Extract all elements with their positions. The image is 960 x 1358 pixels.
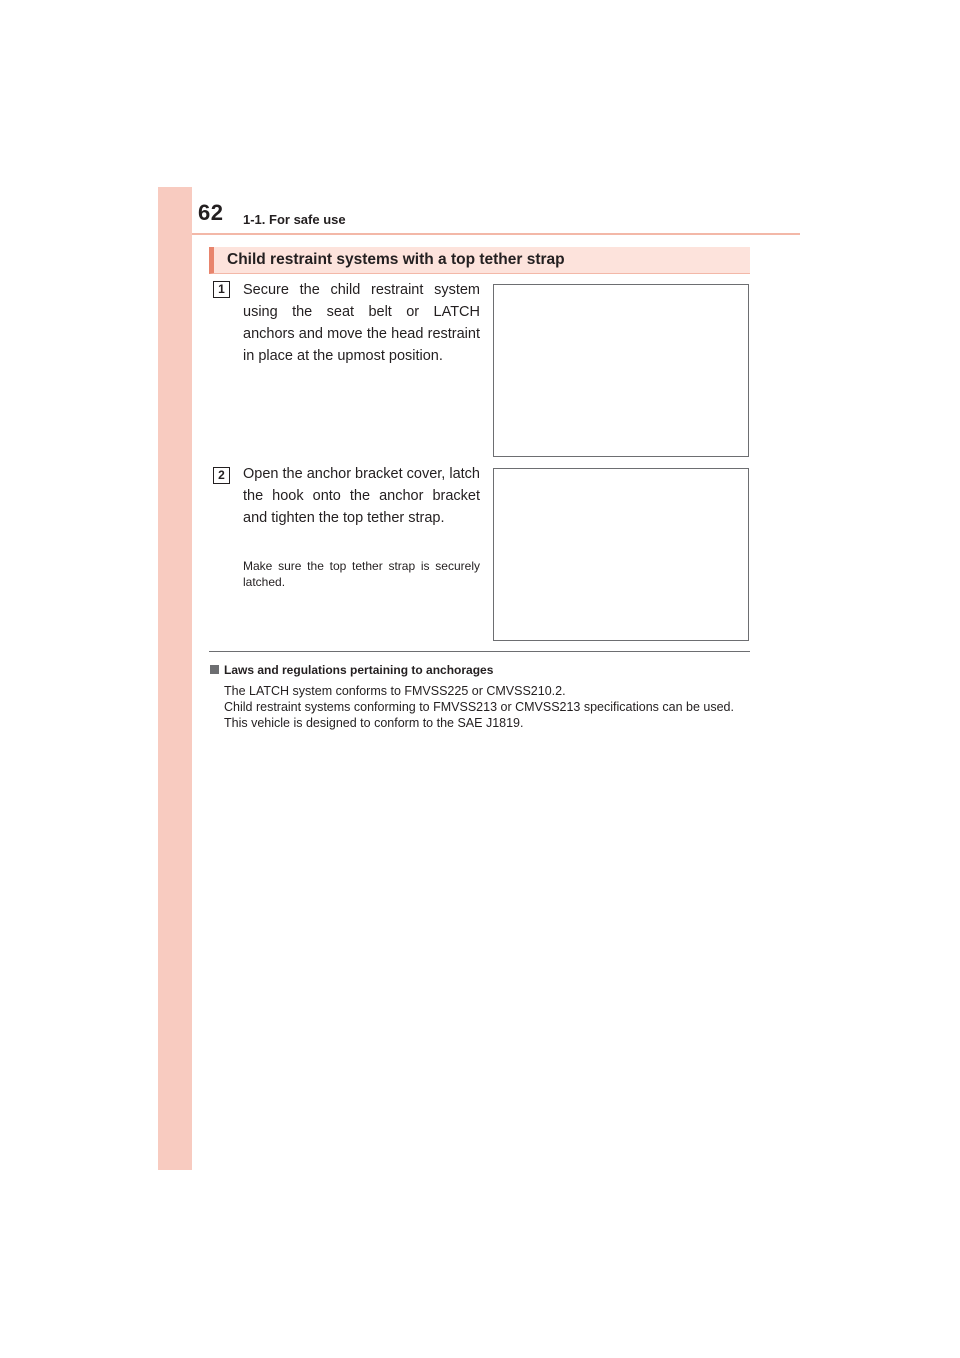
section-divider [209,651,750,652]
step-2-text: Open the anchor bracket cover, latch the hook onto the anchor bracket and tighten the top tether strap. [243,466,480,526]
step-1-illustration [493,284,749,457]
info-body [224,683,748,731]
section-heading-bar [209,247,750,274]
step-1-text: Secure the child restraint system using the seat belt or LATCH anchors and move the head restraint in place at the upmost position. [243,282,480,364]
info-line: Child restraint systems conforming to FMVSS213 or CMVSS213 specifications can be used. [224,700,734,714]
seat-illustration-icon [494,285,748,456]
section-title: 1-1. For safe use [243,212,346,227]
info-title-text: Laws and regulations pertaining to anchorages [224,663,494,677]
page-number: 62 [198,200,224,225]
header-rule [192,233,800,235]
info-title [210,663,493,677]
side-tab-strip [158,187,192,1170]
step-2-illustration [493,468,749,641]
square-bullet-icon [210,665,219,674]
step-number-1: 1 [213,281,230,298]
info-line: This vehicle is designed to conform to the SAE J1819. [224,716,524,730]
anchor-bracket-illustration-icon [494,469,748,640]
info-line: The LATCH system conforms to FMVSS225 or CMVSS210.2. [224,684,566,698]
section-heading: Child restraint systems with a top tether strap [227,251,565,268]
step-number-2: 2 [213,467,230,484]
step-2-note: Make sure the top tether strap is securely latched. [243,559,480,589]
